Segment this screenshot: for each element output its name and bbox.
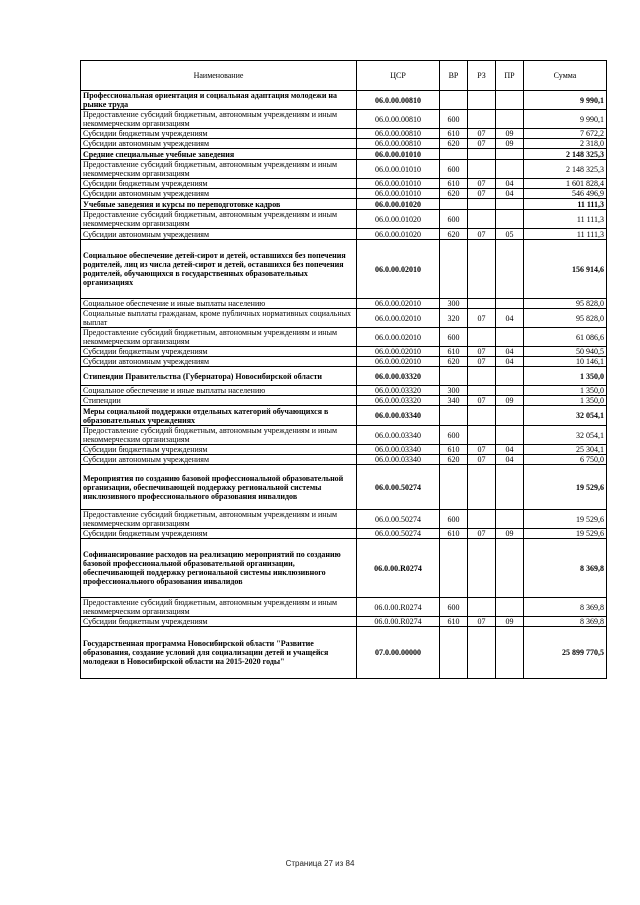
cell-code: 06.0.00.00810 bbox=[357, 129, 440, 139]
cell-vr: 300 bbox=[440, 299, 468, 309]
cell-name: Субсидии бюджетным учреждениям bbox=[81, 179, 357, 189]
cell-vr: 300 bbox=[440, 386, 468, 396]
cell-pr bbox=[496, 240, 524, 299]
cell-pr: 04 bbox=[496, 309, 524, 328]
cell-pr bbox=[496, 510, 524, 529]
cell-vr bbox=[440, 406, 468, 426]
cell-sum: 19 529,6 bbox=[524, 465, 607, 510]
cell-sum: 8 369,8 bbox=[524, 617, 607, 627]
column-header-name: Наименование bbox=[81, 61, 357, 91]
cell-sum: 8 369,8 bbox=[524, 598, 607, 617]
cell-code: 06.0.00.01020 bbox=[357, 229, 440, 240]
cell-code: 06.0.00.03320 bbox=[357, 396, 440, 406]
cell-rz bbox=[468, 299, 496, 309]
cell-sum: 32 054,1 bbox=[524, 426, 607, 445]
table-body bbox=[81, 91, 607, 679]
cell-pr bbox=[496, 160, 524, 179]
cell-vr bbox=[440, 539, 468, 598]
cell-name: Субсидии бюджетным учреждениям bbox=[81, 129, 357, 139]
cell-name: Социальное обеспечение и иные выплаты населению bbox=[81, 386, 357, 396]
table-row bbox=[81, 179, 607, 189]
table-row bbox=[81, 110, 607, 129]
cell-sum: 7 672,2 bbox=[524, 129, 607, 139]
cell-code: 06.0.00.00810 bbox=[357, 139, 440, 149]
table-row bbox=[81, 617, 607, 627]
cell-vr: 620 bbox=[440, 189, 468, 199]
cell-sum: 2 148 325,3 bbox=[524, 149, 607, 160]
cell-pr bbox=[496, 328, 524, 347]
cell-code: 06.0.00.01020 bbox=[357, 199, 440, 210]
cell-code: 06.0.00.01010 bbox=[357, 160, 440, 179]
column-header-vr: ВР bbox=[440, 61, 468, 91]
cell-name: Социальное обеспечение детей-сирот и детей, оставшихся без попечения родителей, лиц из числа детей-сирот и детей, оставшихся без попечения родителей, обучающихся в государственных образовательных организациях bbox=[81, 240, 357, 299]
cell-rz bbox=[468, 510, 496, 529]
cell-pr: 04 bbox=[496, 455, 524, 465]
cell-rz: 07 bbox=[468, 229, 496, 240]
cell-name: Предоставление субсидий бюджетным, автономным учреждениям и иным некоммерческим организациям bbox=[81, 110, 357, 129]
cell-rz: 07 bbox=[468, 189, 496, 199]
cell-sum: 25 304,1 bbox=[524, 445, 607, 455]
table-row bbox=[81, 529, 607, 539]
table-row bbox=[81, 160, 607, 179]
cell-vr bbox=[440, 367, 468, 386]
table-row bbox=[81, 328, 607, 347]
cell-sum: 156 914,6 bbox=[524, 240, 607, 299]
cell-pr: 09 bbox=[496, 617, 524, 627]
cell-pr: 09 bbox=[496, 529, 524, 539]
table-row bbox=[81, 406, 607, 426]
cell-rz bbox=[468, 328, 496, 347]
cell-code: 06.0.00.03320 bbox=[357, 367, 440, 386]
cell-pr bbox=[496, 627, 524, 679]
cell-pr bbox=[496, 149, 524, 160]
table-row bbox=[81, 465, 607, 510]
cell-name: Средние специальные учебные заведения bbox=[81, 149, 357, 160]
cell-rz bbox=[468, 465, 496, 510]
cell-rz: 07 bbox=[468, 309, 496, 328]
cell-rz: 07 bbox=[468, 129, 496, 139]
cell-pr: 04 bbox=[496, 445, 524, 455]
cell-code: 06.0.00.02010 bbox=[357, 309, 440, 328]
cell-name: Мероприятия по созданию базовой профессиональной образовательной организации, обеспечивающей поддержку региональной системы инклюзивного профессионального образования инвалидов bbox=[81, 465, 357, 510]
cell-pr bbox=[496, 386, 524, 396]
cell-vr: 600 bbox=[440, 210, 468, 229]
column-header-rz: РЗ bbox=[468, 61, 496, 91]
cell-pr: 04 bbox=[496, 189, 524, 199]
table-row bbox=[81, 240, 607, 299]
cell-vr: 600 bbox=[440, 110, 468, 129]
cell-code: 06.0.00.R0274 bbox=[357, 539, 440, 598]
cell-vr: 320 bbox=[440, 309, 468, 328]
cell-code: 06.0.00.02010 bbox=[357, 347, 440, 357]
cell-code: 06.0.00.00810 bbox=[357, 91, 440, 110]
cell-name: Государственная программа Новосибирской области "Развитие образования, создание условий для социализации детей и учащейся молодежи в Новосибирской области на 2015-2020 годы" bbox=[81, 627, 357, 679]
column-header-sum: Сумма bbox=[524, 61, 607, 91]
cell-vr bbox=[440, 627, 468, 679]
cell-name: Учебные заведения и курсы по переподготовке кадров bbox=[81, 199, 357, 210]
cell-rz: 07 bbox=[468, 529, 496, 539]
cell-code: 06.0.00.02010 bbox=[357, 240, 440, 299]
cell-vr: 620 bbox=[440, 357, 468, 367]
cell-sum: 19 529,6 bbox=[524, 510, 607, 529]
cell-sum: 546 496,9 bbox=[524, 189, 607, 199]
cell-pr bbox=[496, 367, 524, 386]
cell-sum: 61 086,6 bbox=[524, 328, 607, 347]
table-row bbox=[81, 139, 607, 149]
cell-pr: 04 bbox=[496, 179, 524, 189]
cell-code: 06.0.00.03340 bbox=[357, 426, 440, 445]
cell-vr: 600 bbox=[440, 426, 468, 445]
budget-sheet bbox=[80, 60, 606, 679]
table-row bbox=[81, 627, 607, 679]
cell-vr bbox=[440, 199, 468, 210]
cell-sum: 95 828,0 bbox=[524, 309, 607, 328]
cell-pr bbox=[496, 110, 524, 129]
cell-rz bbox=[468, 627, 496, 679]
cell-vr: 610 bbox=[440, 179, 468, 189]
cell-sum: 19 529,6 bbox=[524, 529, 607, 539]
page-number-label: Страница 27 из 84 bbox=[285, 859, 355, 868]
cell-sum: 1 601 828,4 bbox=[524, 179, 607, 189]
cell-vr: 610 bbox=[440, 445, 468, 455]
cell-rz bbox=[468, 598, 496, 617]
cell-sum: 50 940,5 bbox=[524, 347, 607, 357]
cell-vr: 340 bbox=[440, 396, 468, 406]
table-row bbox=[81, 367, 607, 386]
cell-rz: 07 bbox=[468, 396, 496, 406]
cell-sum: 2 318,0 bbox=[524, 139, 607, 149]
cell-name: Субсидии автономным учреждениям bbox=[81, 139, 357, 149]
table-row bbox=[81, 91, 607, 110]
cell-name: Субсидии бюджетным учреждениям bbox=[81, 617, 357, 627]
cell-vr: 600 bbox=[440, 598, 468, 617]
cell-sum: 11 111,3 bbox=[524, 210, 607, 229]
cell-pr bbox=[496, 210, 524, 229]
cell-sum: 32 054,1 bbox=[524, 406, 607, 426]
cell-code: 06.0.00.50274 bbox=[357, 529, 440, 539]
cell-name: Субсидии автономным учреждениям bbox=[81, 189, 357, 199]
cell-rz bbox=[468, 110, 496, 129]
table-header-row bbox=[81, 61, 607, 91]
column-header-code: ЦСР bbox=[357, 61, 440, 91]
cell-name: Предоставление субсидий бюджетным, автономным учреждениям и иным некоммерческим организациям bbox=[81, 426, 357, 445]
cell-pr: 09 bbox=[496, 129, 524, 139]
cell-vr bbox=[440, 240, 468, 299]
cell-code: 06.0.00.02010 bbox=[357, 357, 440, 367]
cell-rz bbox=[468, 367, 496, 386]
table-row bbox=[81, 396, 607, 406]
cell-rz bbox=[468, 240, 496, 299]
cell-sum: 95 828,0 bbox=[524, 299, 607, 309]
cell-sum: 9 990,1 bbox=[524, 110, 607, 129]
cell-vr: 620 bbox=[440, 229, 468, 240]
cell-name: Софинансирование расходов на реализацию мероприятий по созданию базовой профессиональной образовательной организации, обеспечивающей поддержку региональной системы инклюзивного профессионального образования инвалидов bbox=[81, 539, 357, 598]
cell-sum: 6 750,0 bbox=[524, 455, 607, 465]
cell-name: Субсидии автономным учреждениям bbox=[81, 455, 357, 465]
cell-sum: 11 111,3 bbox=[524, 199, 607, 210]
table-row bbox=[81, 299, 607, 309]
cell-rz bbox=[468, 210, 496, 229]
cell-vr: 600 bbox=[440, 160, 468, 179]
cell-sum: 1 350,0 bbox=[524, 386, 607, 396]
cell-code: 06.0.00.R0274 bbox=[357, 598, 440, 617]
table-row bbox=[81, 445, 607, 455]
cell-sum: 1 350,0 bbox=[524, 367, 607, 386]
cell-pr: 09 bbox=[496, 396, 524, 406]
table-row bbox=[81, 210, 607, 229]
cell-name: Субсидии автономным учреждениям bbox=[81, 357, 357, 367]
cell-rz: 07 bbox=[468, 357, 496, 367]
cell-vr bbox=[440, 149, 468, 160]
cell-sum: 11 111,3 bbox=[524, 229, 607, 240]
cell-rz bbox=[468, 406, 496, 426]
cell-rz: 07 bbox=[468, 455, 496, 465]
cell-name: Социальные выплаты гражданам, кроме публичных нормативных социальных выплат bbox=[81, 309, 357, 328]
cell-pr: 09 bbox=[496, 139, 524, 149]
cell-name: Субсидии бюджетным учреждениям bbox=[81, 347, 357, 357]
cell-rz: 07 bbox=[468, 139, 496, 149]
cell-code: 06.0.00.02010 bbox=[357, 328, 440, 347]
cell-pr bbox=[496, 598, 524, 617]
cell-vr: 610 bbox=[440, 529, 468, 539]
cell-pr bbox=[496, 426, 524, 445]
column-header-pr: ПР bbox=[496, 61, 524, 91]
cell-code: 06.0.00.01010 bbox=[357, 189, 440, 199]
cell-rz bbox=[468, 539, 496, 598]
cell-pr bbox=[496, 91, 524, 110]
cell-sum: 10 146,1 bbox=[524, 357, 607, 367]
cell-code: 06.0.00.03340 bbox=[357, 406, 440, 426]
cell-pr: 04 bbox=[496, 357, 524, 367]
cell-name: Меры социальной поддержки отдельных категорий обучающихся в образовательных учреждениях bbox=[81, 406, 357, 426]
cell-sum: 25 899 770,5 bbox=[524, 627, 607, 679]
table-row bbox=[81, 309, 607, 328]
cell-code: 06.0.00.03340 bbox=[357, 455, 440, 465]
cell-code: 06.0.00.50274 bbox=[357, 465, 440, 510]
cell-rz: 07 bbox=[468, 179, 496, 189]
page-footer bbox=[0, 859, 640, 868]
table-row bbox=[81, 357, 607, 367]
cell-vr bbox=[440, 91, 468, 110]
cell-pr: 04 bbox=[496, 347, 524, 357]
cell-rz: 07 bbox=[468, 445, 496, 455]
table-row bbox=[81, 189, 607, 199]
cell-rz: 07 bbox=[468, 617, 496, 627]
cell-pr bbox=[496, 406, 524, 426]
table-row bbox=[81, 426, 607, 445]
cell-sum: 9 990,1 bbox=[524, 91, 607, 110]
cell-name: Предоставление субсидий бюджетным, автономным учреждениям и иным некоммерческим организациям bbox=[81, 328, 357, 347]
cell-name: Предоставление субсидий бюджетным, автономным учреждениям и иным некоммерческим организациям bbox=[81, 210, 357, 229]
cell-code: 06.0.00.01010 bbox=[357, 149, 440, 160]
cell-name: Субсидии бюджетным учреждениям bbox=[81, 445, 357, 455]
table-row bbox=[81, 539, 607, 598]
cell-code: 06.0.00.R0274 bbox=[357, 617, 440, 627]
table-row bbox=[81, 510, 607, 529]
cell-rz bbox=[468, 91, 496, 110]
cell-sum: 8 369,8 bbox=[524, 539, 607, 598]
cell-vr: 610 bbox=[440, 129, 468, 139]
cell-sum: 2 148 325,3 bbox=[524, 160, 607, 179]
cell-name: Стипендии bbox=[81, 396, 357, 406]
cell-vr: 600 bbox=[440, 328, 468, 347]
cell-pr bbox=[496, 299, 524, 309]
table-row bbox=[81, 386, 607, 396]
cell-name: Субсидии автономным учреждениям bbox=[81, 229, 357, 240]
cell-name: Стипендии Правительства (Губернатора) Новосибирской области bbox=[81, 367, 357, 386]
cell-name: Социальное обеспечение и иные выплаты населению bbox=[81, 299, 357, 309]
cell-code: 07.0.00.00000 bbox=[357, 627, 440, 679]
cell-vr: 610 bbox=[440, 347, 468, 357]
table-row bbox=[81, 199, 607, 210]
cell-pr bbox=[496, 199, 524, 210]
cell-code: 06.0.00.01020 bbox=[357, 210, 440, 229]
cell-rz bbox=[468, 386, 496, 396]
cell-vr: 610 bbox=[440, 617, 468, 627]
cell-name: Предоставление субсидий бюджетным, автономным учреждениям и иным некоммерческим организациям bbox=[81, 510, 357, 529]
cell-code: 06.0.00.01010 bbox=[357, 179, 440, 189]
cell-name: Предоставление субсидий бюджетным, автономным учреждениям и иным некоммерческим организациям bbox=[81, 160, 357, 179]
cell-rz: 07 bbox=[468, 347, 496, 357]
cell-pr bbox=[496, 539, 524, 598]
cell-name: Субсидии бюджетным учреждениям bbox=[81, 529, 357, 539]
cell-name: Профессиональная ориентация и социальная адаптация молодежи на рынке труда bbox=[81, 91, 357, 110]
table-row bbox=[81, 598, 607, 617]
table-row bbox=[81, 455, 607, 465]
cell-rz bbox=[468, 149, 496, 160]
cell-code: 06.0.00.50274 bbox=[357, 510, 440, 529]
cell-rz bbox=[468, 160, 496, 179]
budget-table bbox=[80, 60, 607, 679]
cell-vr bbox=[440, 465, 468, 510]
cell-code: 06.0.00.02010 bbox=[357, 299, 440, 309]
table-row bbox=[81, 149, 607, 160]
cell-code: 06.0.00.03340 bbox=[357, 445, 440, 455]
cell-code: 06.0.00.03320 bbox=[357, 386, 440, 396]
cell-name: Предоставление субсидий бюджетным, автономным учреждениям и иным некоммерческим организациям bbox=[81, 598, 357, 617]
cell-vr: 620 bbox=[440, 139, 468, 149]
cell-rz bbox=[468, 426, 496, 445]
cell-sum: 1 350,0 bbox=[524, 396, 607, 406]
cell-vr: 620 bbox=[440, 455, 468, 465]
cell-pr: 05 bbox=[496, 229, 524, 240]
cell-rz bbox=[468, 199, 496, 210]
cell-code: 06.0.00.00810 bbox=[357, 110, 440, 129]
cell-vr: 600 bbox=[440, 510, 468, 529]
table-row bbox=[81, 229, 607, 240]
table-row bbox=[81, 129, 607, 139]
table-row bbox=[81, 347, 607, 357]
cell-pr bbox=[496, 465, 524, 510]
